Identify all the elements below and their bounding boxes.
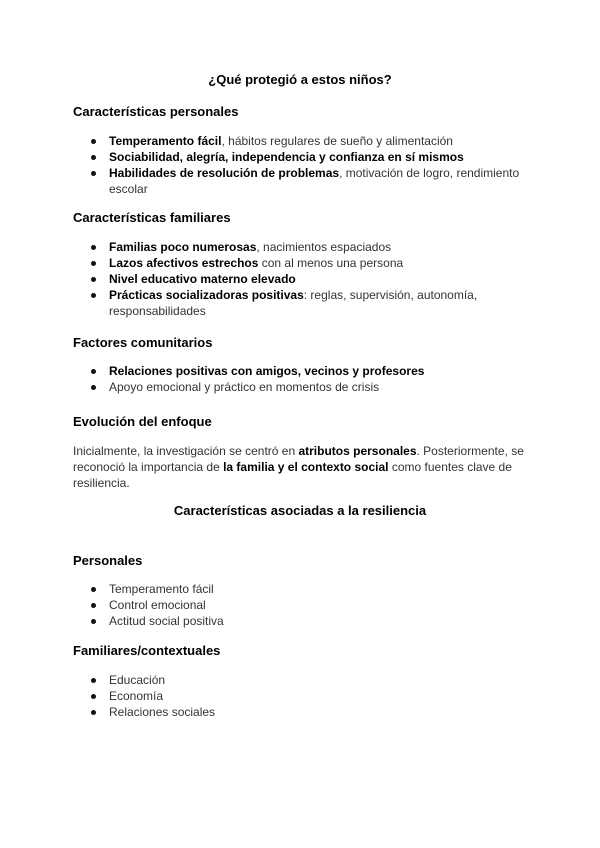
list-item: Temperamento fácil, hábitos regulares de sueño y alimentación bbox=[73, 133, 533, 149]
heading-caracteristicas-familiares: Características familiares bbox=[73, 210, 231, 225]
list-personales bbox=[73, 581, 533, 629]
list-item: Prácticas socializadoras positivas: reglas, supervisión, autonomía, responsabilidades bbox=[73, 287, 533, 319]
list-item: Educación bbox=[73, 672, 533, 688]
heading-personales: Personales bbox=[73, 553, 143, 568]
heading-familiares-contextuales: Familiares/contextuales bbox=[73, 643, 221, 658]
list-item: Habilidades de resolución de problemas, motivación de logro, rendimiento escolar bbox=[73, 165, 533, 197]
list-item: Control emocional bbox=[73, 597, 533, 613]
list-item: Temperamento fácil bbox=[73, 581, 533, 597]
heading-factores-comunitarios: Factores comunitarios bbox=[73, 335, 213, 350]
list-caracteristicas-personales bbox=[73, 133, 533, 197]
list-item: Nivel educativo materno elevado bbox=[73, 271, 533, 287]
list-item: Economía bbox=[73, 688, 533, 704]
list-item: Apoyo emocional y práctico en momentos de crisis bbox=[73, 379, 533, 395]
list-caracteristicas-familiares bbox=[73, 239, 533, 319]
list-item: Actitud social positiva bbox=[73, 613, 533, 629]
list-item: Relaciones sociales bbox=[73, 704, 533, 720]
paragraph-evolucion: Inicialmente, la investigación se centró en atributos personales. Posteriormente, se reconoció la importancia de la familia y el contexto social como fuentes clave de resiliencia. bbox=[73, 444, 524, 490]
page-title: ¿Qué protegió a estos niños? bbox=[208, 72, 392, 87]
section-subtitle: Características asociadas a la resiliencia bbox=[173, 503, 427, 518]
list-item: Sociabilidad, alegría, independencia y confianza en sí mismos bbox=[73, 149, 533, 165]
heading-caracteristicas-personales: Características personales bbox=[73, 104, 239, 119]
list-item: Relaciones positivas con amigos, vecinos y profesores bbox=[73, 363, 533, 379]
heading-evolucion-del-enfoque: Evolución del enfoque bbox=[73, 414, 212, 429]
list-item: Lazos afectivos estrechos con al menos una persona bbox=[73, 255, 533, 271]
list-item: Familias poco numerosas, nacimientos espaciados bbox=[73, 239, 533, 255]
list-factores-comunitarios bbox=[73, 363, 533, 395]
list-familiares-contextuales bbox=[73, 672, 533, 720]
